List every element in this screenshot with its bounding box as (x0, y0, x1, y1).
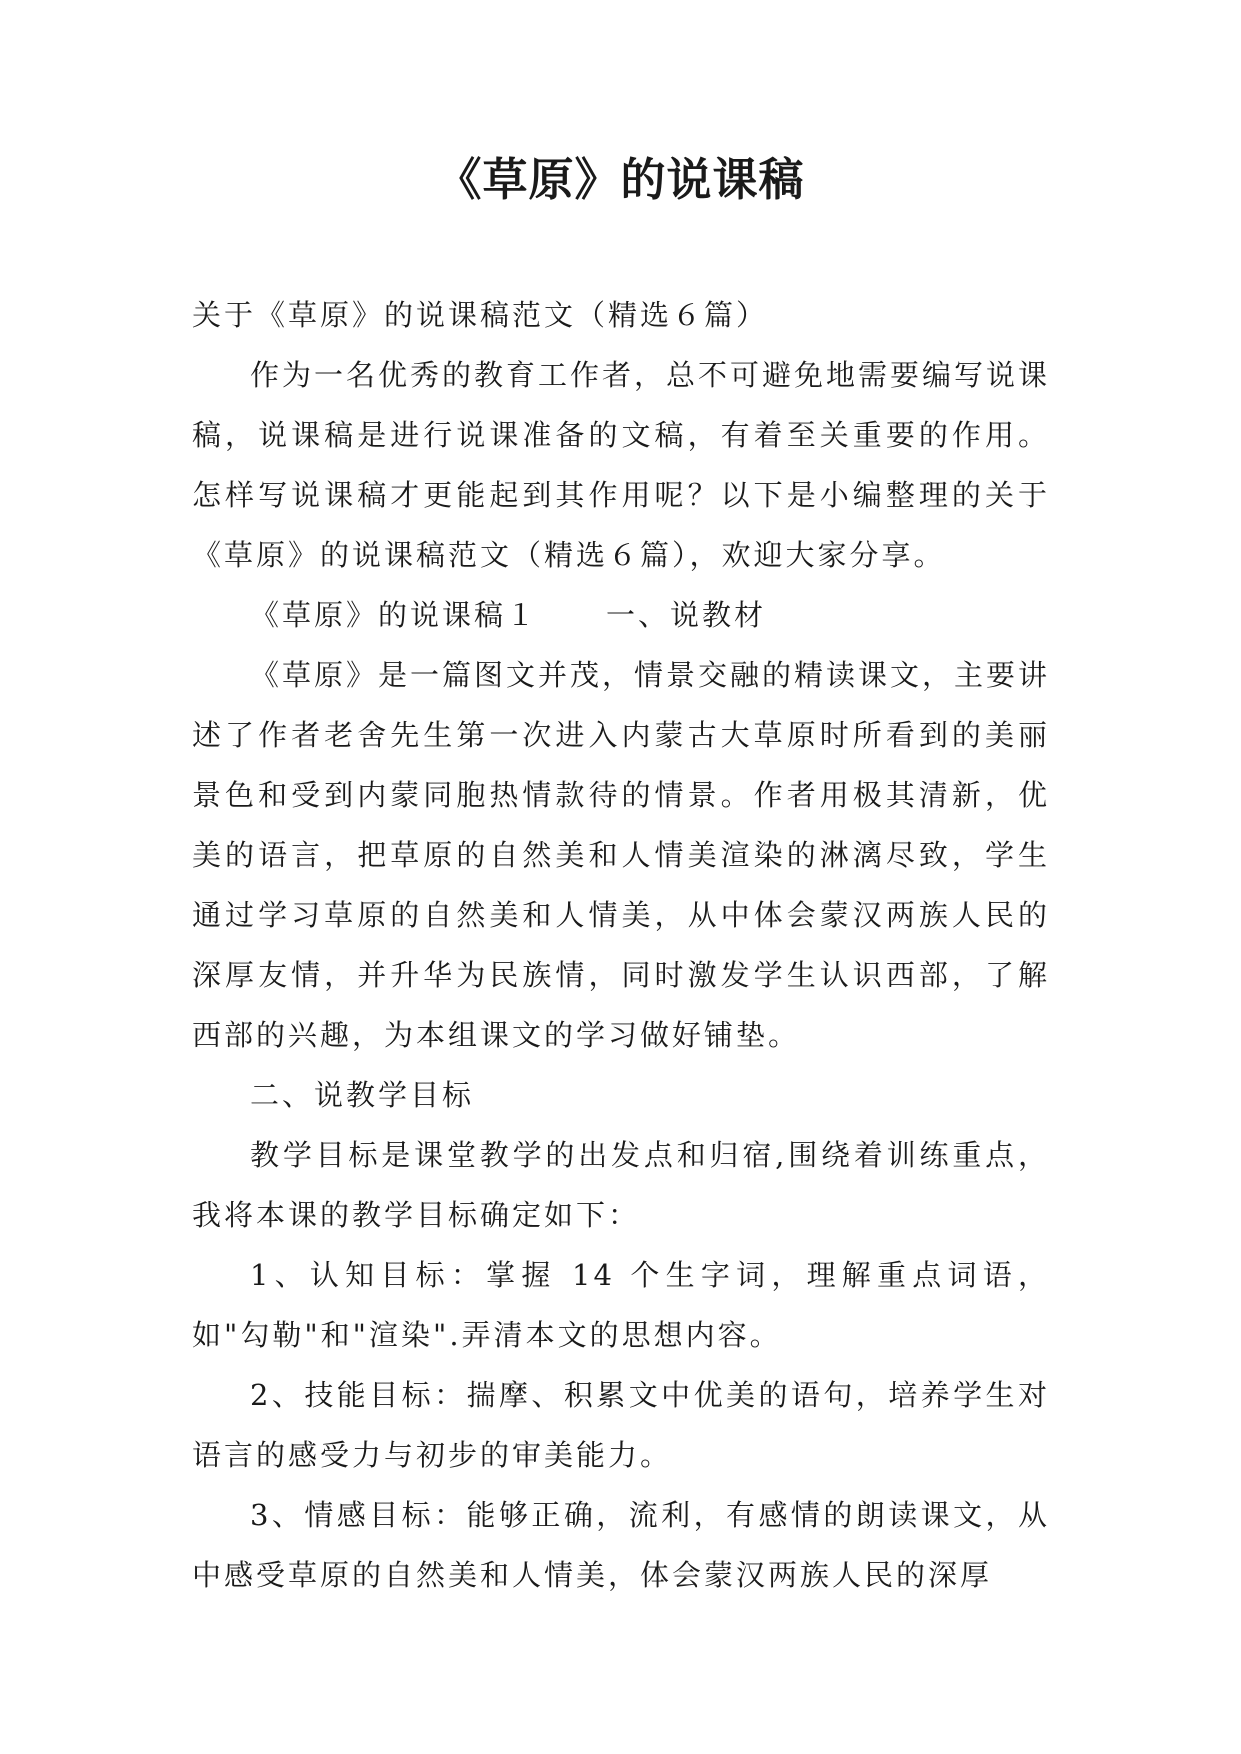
paragraph-intro: 作为一名优秀的教育工作者，总不可避免地需要编写说课稿，说课稿是进行说课准备的文稿，有着至关重要的作用。怎样写说课稿才更能起到其作用呢？以下是小编整理的关于《草原》的说课稿范文（精选６篇），欢迎大家分享。 (192, 358, 1051, 572)
document-body (192, 285, 1050, 1605)
document-title: 《草原》的说课稿 (436, 153, 805, 206)
paragraph-goals-heading: 二、说教学目标 (250, 1078, 475, 1112)
section-heading-part1: 《草原》的说课稿１ (250, 598, 539, 632)
paragraph-subtitle: 关于《草原》的说课稿范文（精选６篇） (192, 298, 769, 332)
paragraph-material: 《草原》是一篇图文并茂，情景交融的精读课文，主要讲述了作者老舍先生第一次进入内蒙古大草原时所看到的美丽景色和受到内蒙同胞热情款待的情景。作者用极其清新，优美的语言，把草原的自然美和人情美渲染的淋漓尽致，学生通过学习草原的自然美和人情美，从中体会蒙汉两族人民的深厚友情，并升华为民族情，同时激发学生认识西部，了解西部的兴趣，为本组课文的学习做好铺垫。 (192, 658, 1051, 1052)
paragraph-goal-1: 1、认知目标：掌握 14 个生字词，理解重点词语，如"勾勒"和"渲染".弄清本文的思想内容。 (192, 1258, 1050, 1352)
paragraph-goal-2: 2、技能目标：揣摩、积累文中优美的语句，培养学生对语言的感受力与初步的审美能力。 (192, 1378, 1050, 1472)
paragraph-goals-intro: 教学目标是课堂教学的出发点和归宿,围绕着训练重点，我将本课的教学目标确定如下： (192, 1138, 1050, 1232)
section-heading-part2: 一、说教材 (606, 598, 767, 632)
paragraph-goal-3: 3、情感目标：能够正确，流利，有感情的朗读课文，从中感受草原的自然美和人情美，体会蒙汉两族人民的深厚 (192, 1498, 1050, 1592)
paragraph-section-heading (192, 585, 1050, 645)
